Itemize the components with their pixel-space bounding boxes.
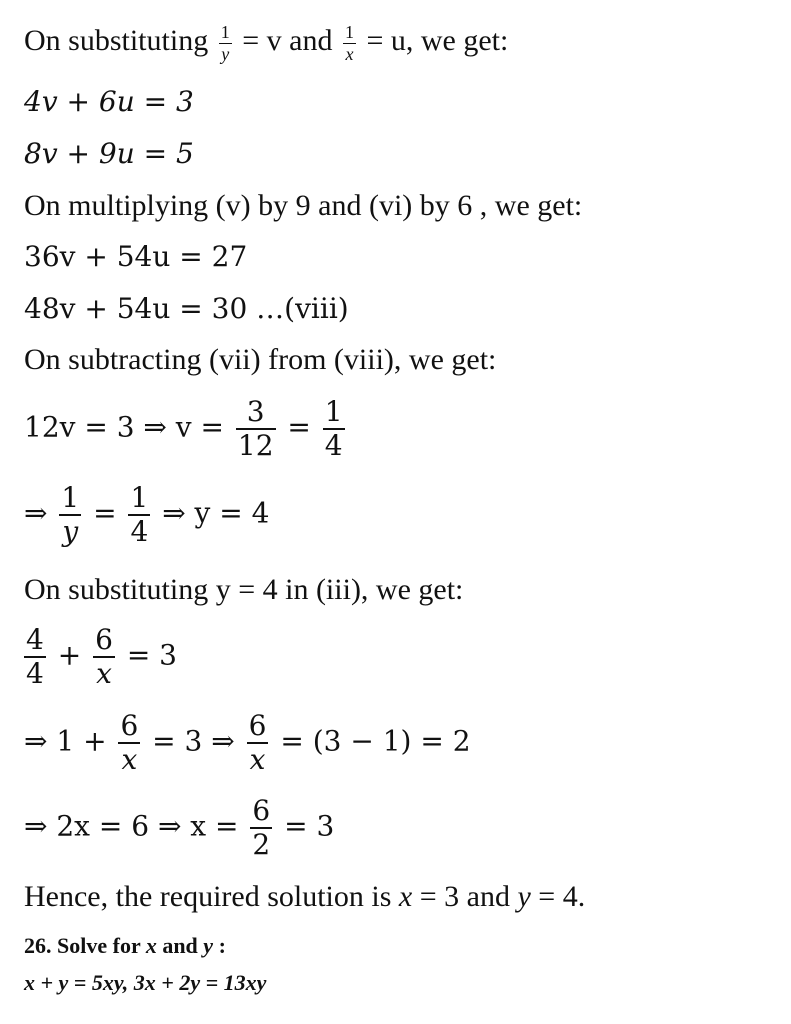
fraction-6-over-x: $\frac{6}{x}$: [120, 709, 139, 777]
line-multiplying: On multiplying (v) by 9 and (vi) by 6 , we get:: [24, 189, 583, 222]
equation-8v-9u: 8v + 9u = 5: [24, 137, 194, 170]
question-equation: x + y = 5xy, 3x + 2y = 13xy: [24, 970, 267, 995]
fraction-6-over-x: $\frac{6}{x}$: [248, 709, 267, 777]
fraction-1-over-y: $\frac{1}{y}$: [220, 22, 230, 64]
equation-substituted: $\frac{4}{4}$ + $\frac{6}{x}$ = 3: [26, 623, 177, 691]
equation-48v-54u: 48v + 54u = 30 …(viii): [24, 292, 349, 325]
question-heading: 26. Solve for x and y :: [24, 933, 226, 958]
fraction-6-over-2: $\frac{6}{2}$: [252, 794, 271, 862]
equation-solve-x: ⇒ 2x = 6 ⇒ x = $\frac{6}{2}$ = 3: [24, 794, 335, 862]
fraction-1-over-y: $\frac{1}{y}$: [61, 481, 80, 549]
equation-4v-6u: 4v + 6u = 3: [24, 85, 194, 118]
equation-simplify-x: ⇒ 1 + $\frac{6}{x}$ = 3 ⇒ $\frac{6}{x}$ = (3 − 1) = 2: [24, 709, 471, 777]
fraction-1-over-4: $\frac{1}{4}$: [324, 395, 343, 463]
line-substitution-intro: On substituting $\frac{1}{y}$ = v and $\frac{1}{x}$ = u, we get:: [24, 22, 509, 64]
fraction-6-over-x: $\frac{6}{x}$: [95, 623, 113, 691]
equation-36v-54u: 36v + 54u = 27: [24, 240, 248, 273]
fraction-1-over-x: $\frac{1}{x}$: [344, 22, 354, 64]
equation-solve-y: ⇒ $\frac{1}{y}$ = $\frac{1}{4}$ ⇒ y = 4: [24, 481, 270, 549]
line-conclusion: Hence, the required solution is x = 3 and y = 4.: [24, 880, 586, 913]
line-substituting-y: On substituting y = 4 in (iii), we get:: [24, 573, 464, 606]
fraction-3-over-12: $\frac{3}{12}$: [237, 395, 274, 463]
fraction-4-over-4: $\frac{4}{4}$: [26, 623, 44, 691]
line-subtracting: On subtracting (vii) from (viii), we get:: [24, 343, 497, 376]
equation-solve-v: 12v = 3 ⇒ v = $\frac{3}{12}$ = $\frac{1}{4}$: [24, 395, 343, 463]
fraction-1-over-4: $\frac{1}{4}$: [130, 481, 149, 549]
